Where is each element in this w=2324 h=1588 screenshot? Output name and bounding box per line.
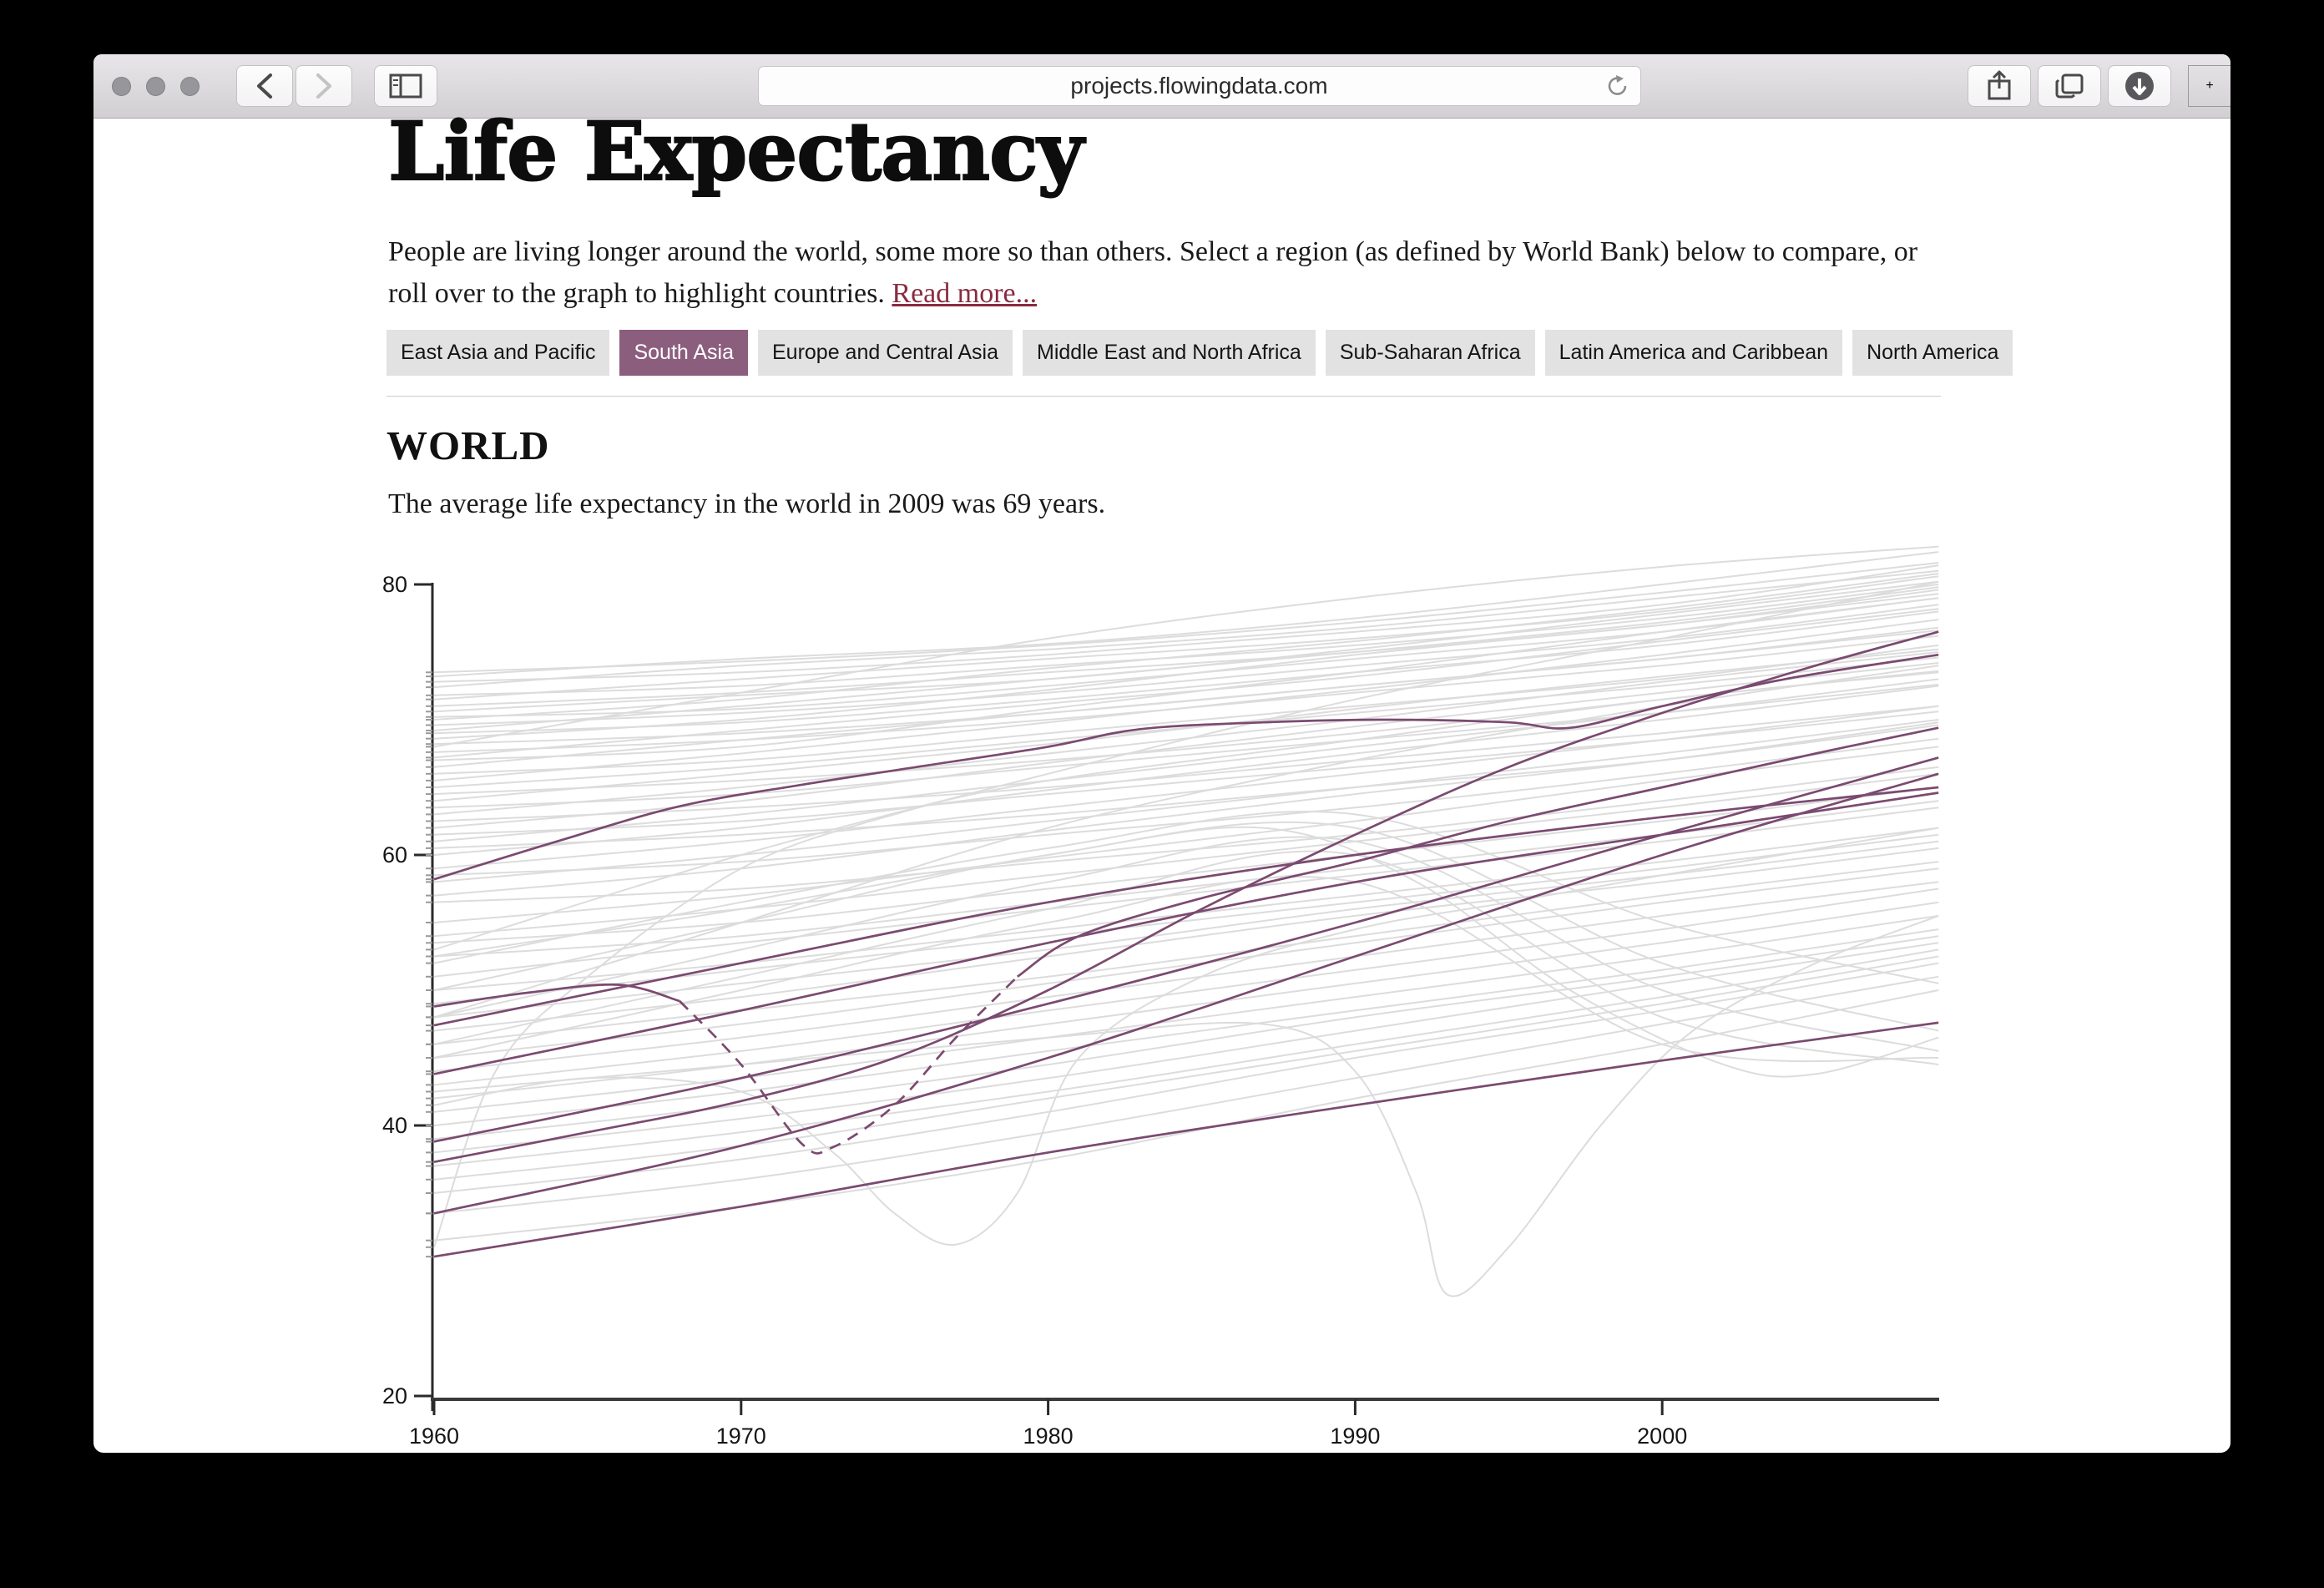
browser-window [93,54,2231,1453]
world-subtitle: The average life expectancy in the world in 2009 was 69 years. [388,488,1106,519]
world-heading: WORLD [386,422,550,468]
new-tab-button[interactable]: + [2188,65,2231,107]
country-line[interactable] [434,706,1938,868]
x-tick-label: 1980 [1023,1424,1074,1449]
region-button-sub-saharan-africa[interactable]: Sub-Saharan Africa [1326,330,1535,376]
region-button-europe-and-central-asia[interactable]: Europe and Central Asia [758,330,1013,376]
country-line-dip-1993[interactable] [434,916,1938,1297]
y-tick-label: 60 [381,842,407,867]
x-tick-label: 2000 [1637,1424,1688,1449]
x-tick-label: 1990 [1330,1424,1381,1449]
region-button-latin-america-and-caribbean[interactable]: Latin America and Caribbean [1545,330,1842,376]
intro-text: People are living longer around the world, some more so than others. Select a region (as defined by World Bank) below to compare, or roll over to the graph to highlight countries. [388,236,1918,309]
y-tick-label: 80 [381,572,407,597]
life-expectancy-chart[interactable] [93,54,2231,1453]
y-tick-label: 20 [381,1383,407,1408]
country-line[interactable] [434,552,1938,676]
x-tick-label: 1960 [408,1424,460,1449]
page-title: Life Expectancy [388,104,1084,199]
x-tick-label: 1970 [715,1424,766,1449]
region-button-east-asia-and-pacific[interactable]: East Asia and Pacific [386,330,609,376]
country-line[interactable] [434,957,1938,1180]
background-country-lines[interactable] [434,547,1938,1297]
country-line[interactable] [434,739,1938,876]
region-button-north-america[interactable]: North America [1852,330,2013,376]
country-line[interactable] [434,611,1938,733]
address-bar-url: projects.flowingdata.com [1070,73,1328,99]
country-line-rise-from-1960-dip[interactable] [434,672,1938,1247]
country-line[interactable] [434,822,1938,1031]
country-line[interactable] [434,706,1938,822]
region-button-south-asia[interactable]: South Asia [619,330,748,376]
y-tick-label: 40 [381,1113,407,1138]
country-line[interactable] [434,807,1938,977]
region-button-middle-east-and-north-africa[interactable]: Middle East and North Africa [1023,330,1316,376]
read-more-link[interactable]: Read more... [892,277,1038,309]
country-line[interactable] [434,812,1938,984]
